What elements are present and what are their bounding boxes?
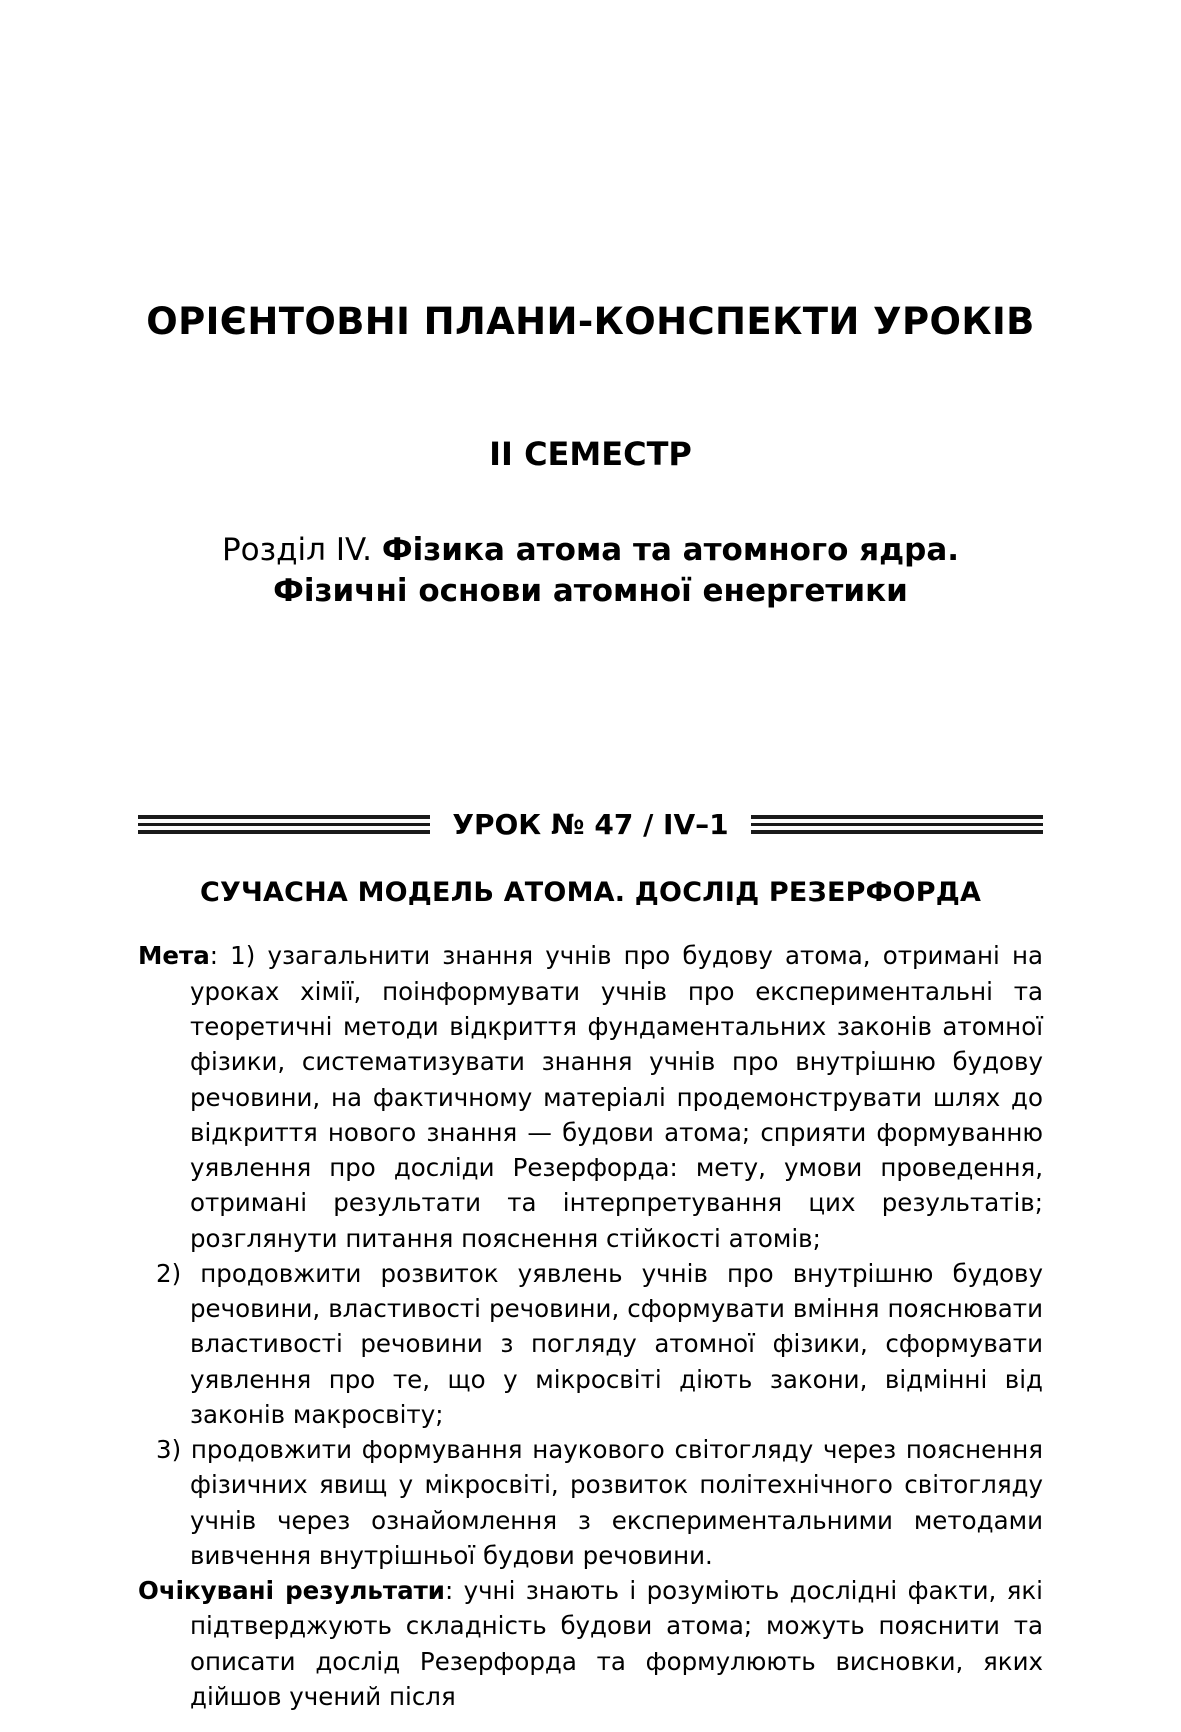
goal-text-1: : 1) узагальнити знання учнів про будову атома, отримані на уроках хімії, поінформувати учнів про експериментальні та теоретичні методи відкриття фундаментальних законів атомної фізики, систематизувати знання учнів про внутрішню будову речовини, на фактичному матеріалі продемонструвати шлях до відкриття нового знання — будови атома; сприяти формуванню уявлення про досліди Резерфорда: мету, умови проведення, отримані результати та інтерпретування цих результатів; розглянути питання пояснення стійкості атомів; <box>190 941 1043 1253</box>
lesson-divider-bar <box>138 808 1043 841</box>
rule-line <box>138 830 430 834</box>
goal-label: Мета <box>138 941 210 971</box>
chapter-label: Розділ IV. <box>221 532 373 568</box>
chapter-name-line2: Фізичні основи атомної енергетики <box>273 573 908 610</box>
rule-line <box>751 830 1043 834</box>
rule-line <box>138 823 430 826</box>
chapter-name-line1: Фізика атома та атомного ядра. <box>381 532 960 568</box>
lesson-heading: СУЧАСНА МОДЕЛЬ АТОМА. ДОСЛІД РЕЗЕРФОРДА <box>199 877 982 909</box>
goal-paragraph-2: 2) продовжити розвиток уявлень учнів про внутрішню будову речовини, властивості речовини, сформувати вміння пояснювати властивості речовини з погляду атомної фізики, сформувати уявлення про те, що у мікросвіті діють закони, відмінні від законів макросвіту; <box>156 1258 1043 1429</box>
lesson-body <box>138 908 1043 1714</box>
rule-line <box>751 823 1043 826</box>
goal-paragraph-1 <box>138 938 1043 1255</box>
semester-title: II СЕМЕСТР <box>489 435 692 473</box>
expected-results-text: : учні знають і розуміють дослідні факти, які підтверджують складність будови атома; можуть пояснити та описати дослід Резерфорда та формулюють висновки, яких дійшов учений після <box>190 1576 1043 1712</box>
expected-results-label: Очікувані результати <box>138 1576 445 1606</box>
goal-paragraph-3: 3) продовжити формування наукового світогляду через пояснення фізичних явищ у мікросвіті, розвиток політехнічного світогляду учнів через ознайомлення з експериментальними методами вивчення внутрішньої будови речовини. <box>156 1435 1043 1570</box>
divider-rules-left <box>138 815 430 834</box>
rule-line <box>751 815 1043 819</box>
expected-results-paragraph <box>138 1573 1043 1714</box>
divider-rules-right <box>751 815 1043 834</box>
page-title: ОРІЄНТОВНІ ПЛАНИ-КОНСПЕКТИ УРОКІВ <box>146 300 1035 343</box>
lesson-number-label: УРОК № 47 / IV–1 <box>452 808 729 842</box>
rule-line <box>138 815 430 819</box>
chapter-title <box>151 473 1031 612</box>
